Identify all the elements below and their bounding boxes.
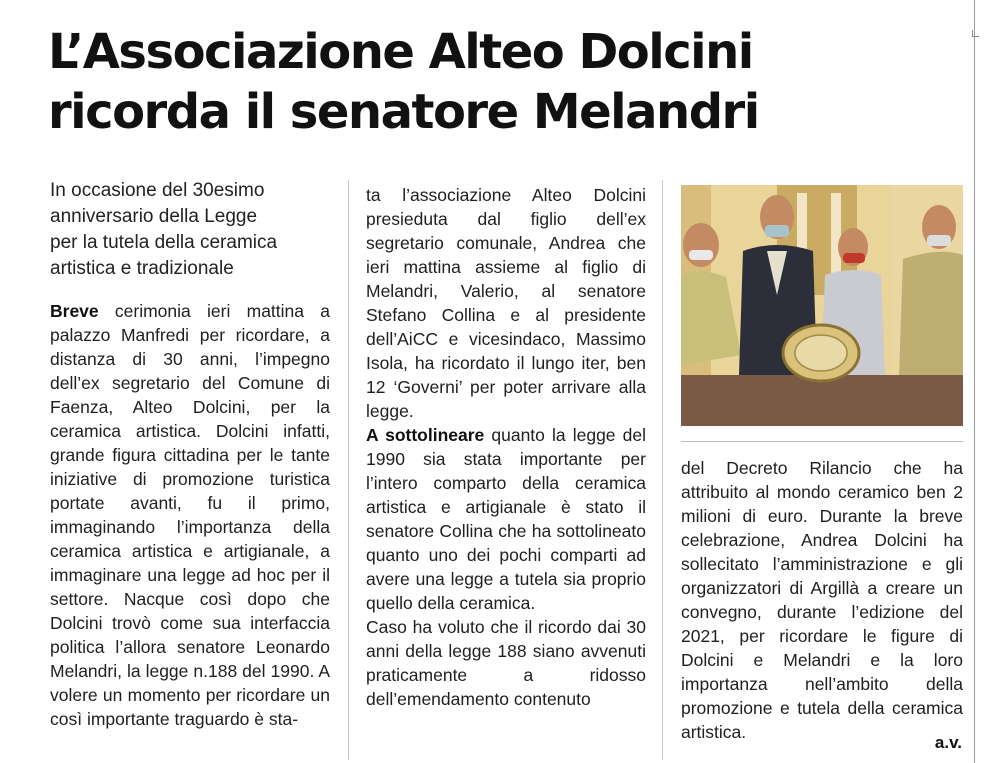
column-3-paragraph: del Decreto Rilancio che ha attribuito al mondo ceramico ben 2 milioni di euro. Durante la breve celebrazione, Andrea Dolcini ha sollecitato l’amministrazione e gli organizzatori di Argillà a creare un convegno, durante l’edizione del 2021, per ricordare le figure di Dolcini e Melandri e la loro importanza nell’ambito della promozione e tutela della ceramica artistica. xyxy=(681,458,963,742)
column-2-paragraph-2 xyxy=(366,423,646,615)
author-signature: a.v. xyxy=(934,733,962,752)
photo-separator xyxy=(681,441,963,442)
subtitle-line-2: anniversario della Legge xyxy=(50,206,258,227)
article-photo xyxy=(681,185,963,426)
article-column-1 xyxy=(50,299,330,731)
column-1-paragraph xyxy=(50,299,330,731)
photo-mask xyxy=(927,235,951,246)
subtitle-line-1: In occasione del 30esimo xyxy=(50,180,265,201)
headline-line-1: L’Associazione Alteo Dolcini xyxy=(48,24,753,80)
photo-table xyxy=(681,375,963,426)
column-divider-2 xyxy=(662,180,663,760)
column-2-text: quanto la legge del 1990 sia stata importante per l’intero comparto della ceramica artistica e artigianale è stato il senatore Collina che ha sottolineato quanto uno dei pochi comparti ad avere una legge a tutela sia proprio quello della ceramica. xyxy=(366,425,646,613)
photo-person-head xyxy=(683,223,719,267)
column-divider-1 xyxy=(348,180,349,760)
article-column-2 xyxy=(366,183,646,711)
column-2-paragraph-1: ta l’associazione Alteo Dolcini presieduta dal figlio dell’ex segretario comunale, Andrea che ieri mattina assieme al figlio di Melandri, Valerio, al senatore Stefano Collina e al presidente dell’AiCC e vicesindaco, Massimo Isola, ha ricordato il lungo iter, ben 12 ‘Governi’ per poter arrivare alla legge. xyxy=(366,185,646,421)
crop-mark xyxy=(972,30,979,37)
column-2-paragraph-3: Caso ha voluto che il ricordo dai 30 anni della legge 188 siano avvenuti praticamente a ridosso dell’emendamento contenuto xyxy=(366,617,646,709)
photo-mask xyxy=(843,253,865,263)
column-2-lead: A sottolineare xyxy=(366,425,485,445)
photo-plate-center xyxy=(795,335,847,371)
subtitle-line-3: per la tutela della ceramica xyxy=(50,232,278,253)
page-edge-rule xyxy=(974,0,975,763)
photo-person-shirt xyxy=(899,252,963,375)
headline-line-2: ricorda il senatore Melandri xyxy=(48,84,759,140)
article-headline xyxy=(48,22,948,142)
photo-mask xyxy=(765,225,789,237)
photo-mask xyxy=(689,250,713,260)
article-column-3 xyxy=(681,456,963,744)
column-1-lead: Breve xyxy=(50,301,99,321)
article-subtitle xyxy=(50,178,320,282)
subtitle-line-4: artistica e tradizionale xyxy=(50,258,234,279)
column-1-text: cerimonia ieri mattina a palazzo Manfredi per ricordare, a distanza di 30 anni, l’impegno dell’ex segretario del Comune di Faenza, Alteo Dolcini, per la ceramica artistica. Dolcini infatti, grande figura cittadina per le tante iniziative di promozione turistica portate avanti, fu il primo, immaginando l’importanza della ceramica artistica e artigianale, a immaginare una legge ad hoc per il settore. Nacque così dopo che Dolcini trovò come sua interfaccia politica l’allora senatore Leonardo Melandri, la legge n.188 del 1990. A volere un momento per ricordare un così importante traguardo è sta- xyxy=(50,301,330,729)
